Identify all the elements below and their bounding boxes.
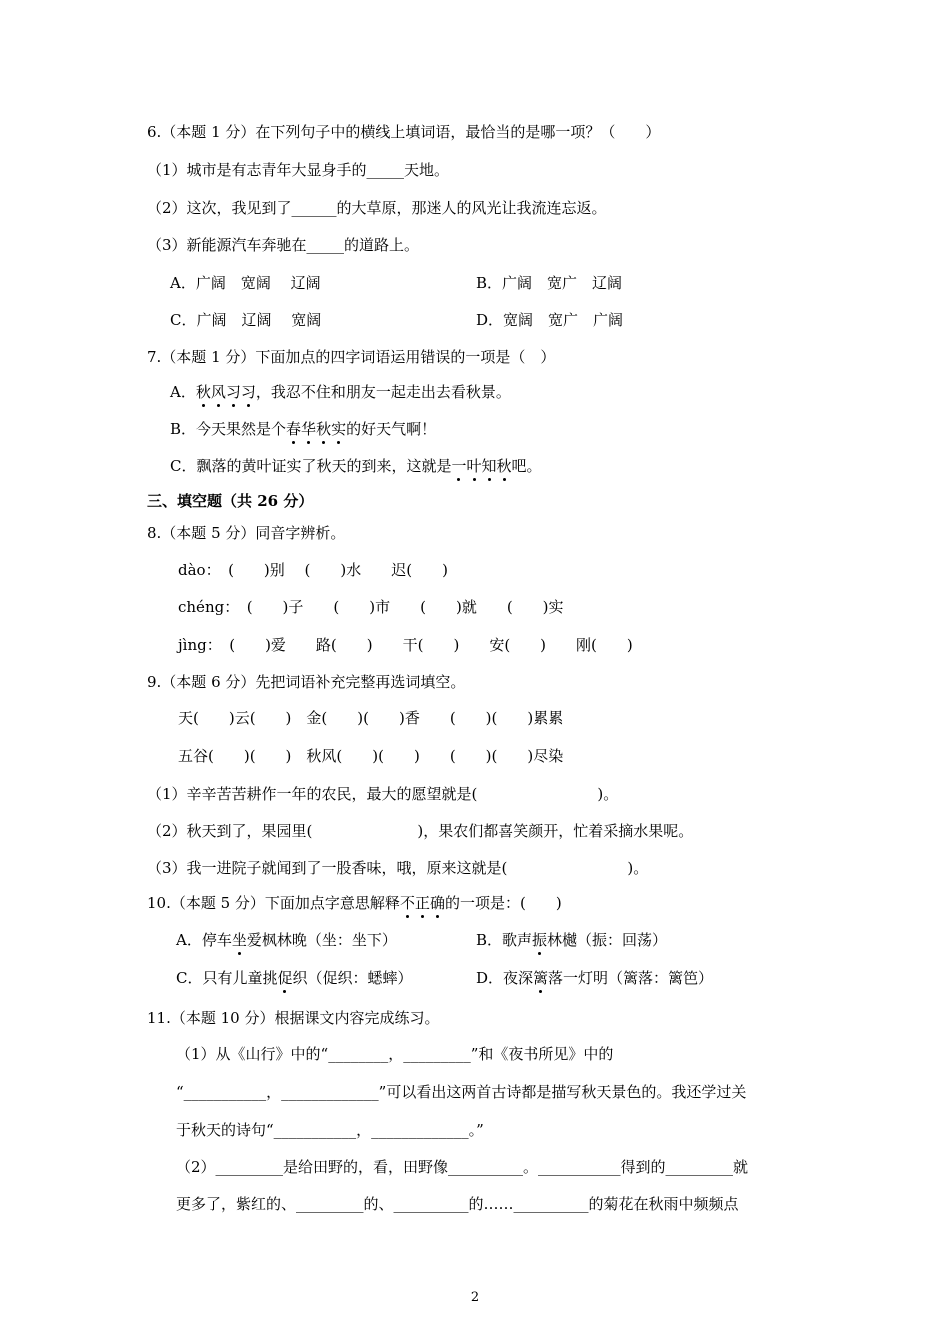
q11-line-5: 更多了，紫红的、_________的、__________的……__________的菊花在秋雨中频频点: [176, 1195, 739, 1213]
q6-sentence-3: （3）新能源汽车奔驰在_____的道路上。: [147, 236, 420, 254]
q6-option-b: B．广阔 宽广 辽阔: [476, 274, 623, 292]
q8-row-jing: jìng： ( )爱 路( ) 干( ) 安( ) 刚( ): [178, 636, 633, 654]
q7-option-b: B．今天果然是个春华秋实的好天气啊！: [170, 420, 437, 438]
q7-option-a: A．秋风习习，我忍不住和朋友一起走出去看秋景。: [170, 383, 511, 401]
q8-row-cheng: chéng： ( )子 ( )市 ( )就 ( )实: [178, 598, 564, 616]
q7-stem: 7.（本题 1 分）下面加点的四字词语运用错误的一项是（ ）: [147, 348, 556, 366]
q11-stem: 11.（本题 10 分）根据课文内容完成练习。: [147, 1009, 440, 1027]
q9-words-row-2: 五谷( )( ) 秋风( )( ) ( )( )尽染: [178, 747, 564, 765]
q11-line-1: （1）从《山行》中的“________，_________”和《夜书所见》中的: [176, 1045, 614, 1063]
q10-option-c: C．只有儿童挑促织（促织：蟋蟀）: [176, 969, 413, 987]
q9-sentence-1: （1）辛辛苦苦耕作一年的农民，最大的愿望就是( )。: [147, 785, 619, 803]
q8-row-dao: dào： ( )别 ( )水 迟( ): [178, 561, 448, 579]
q10-option-d: D．夜深篱落一灯明（篱落：篱笆）: [476, 969, 714, 987]
q6-option-d: D．宽阔 宽广 广阔: [476, 311, 624, 329]
q9-sentence-3: （3）我一进院子就闻到了一股香味，哦，原来这就是( )。: [147, 859, 649, 877]
q9-sentence-2: （2）秋天到了，果园里( )，果农们都喜笑颜开，忙着采摘水果呢。: [147, 822, 694, 840]
q6-stem: 6.（本题 1 分）在下列句子中的横线上填词语，最恰当的是哪一项？（ ）: [147, 123, 661, 141]
q8-stem: 8.（本题 5 分）同音字辨析。: [147, 524, 346, 542]
q9-stem: 9.（本题 6 分）先把词语补充完整再选词填空。: [147, 673, 466, 691]
section-heading: 三、填空题（共 26 分）: [147, 492, 314, 510]
q11-line-4: （2）_________是给田野的，看，田野像__________。___________得到的_________就: [176, 1158, 749, 1176]
page-number: 2: [470, 1290, 480, 1305]
q10-option-a: A．停车坐爱枫林晚（坐：坐下）: [176, 931, 397, 949]
q6-sentence-2: （2）这次，我见到了______的大草原，那迷人的风光让我流连忘返。: [147, 199, 607, 217]
q11-line-2: “___________，_____________”可以看出这两首古诗都是描写秋天景色的。我还学过关: [176, 1083, 747, 1101]
q6-option-c: C．广阔 辽阔 宽阔: [170, 311, 322, 329]
q10-stem: 10.（本题 5 分）下面加点字意思解释不正确的一项是：( ): [147, 894, 562, 912]
q10-option-b: B．歌声振林樾（振：回荡）: [476, 931, 668, 949]
q9-words-row-1: 天( )云( ) 金( )( )香 ( )( )累累: [178, 709, 564, 727]
q6-sentence-1: （1）城市是有志青年大显身手的_____天地。: [147, 161, 450, 179]
q11-line-3: 于秋天的诗句“___________，_____________。”: [176, 1121, 484, 1139]
q6-option-a: A．广阔 宽阔 辽阔: [170, 274, 321, 292]
q7-option-c: C．飘落的黄叶证实了秋天的到来，这就是一叶知秋吧。: [170, 457, 542, 475]
